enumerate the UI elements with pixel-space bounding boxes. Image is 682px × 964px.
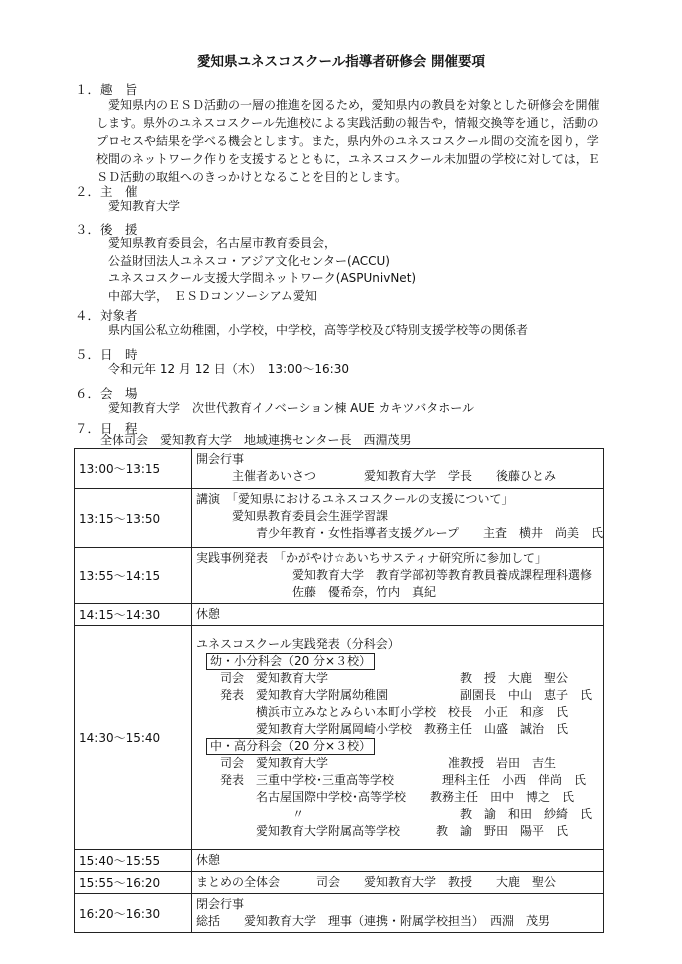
schedule-mc <box>100 431 412 449</box>
purpose-line: 校間のネットワーク作りを支援するとともに，ユネスコスクール未加盟の学校に対しては，Ｅ <box>96 152 600 166</box>
time-cell: 13:15～13:50 <box>75 489 192 548</box>
support-line: 中部大学， ＥＳＤコンソーシアム愛知 <box>108 288 317 303</box>
content-line: 司会 愛知教育大学 教 授 大鹿 聖公 <box>195 671 568 685</box>
content-line: 愛知県教育委員会生涯学習課 <box>195 509 388 523</box>
elem-group-box: 幼・小分科会（20 分×３校） <box>206 653 375 670</box>
schedule-mc-line: 全体司会 愛知教育大学 地域連携センター長 西淵茂男 <box>100 433 412 447</box>
content-cell <box>191 626 603 850</box>
time-cell: 13:00～13:15 <box>75 449 192 489</box>
purpose-line: プロセスや結果を学べる機会とします。また，県内外のユネスコスクール間の交流を図り，学 <box>96 134 599 148</box>
table-row <box>75 850 604 872</box>
breakout-group-label <box>196 653 603 670</box>
table-row <box>75 626 604 850</box>
content-line: 閉会行事 <box>195 897 244 911</box>
breakout-group-label <box>196 738 603 755</box>
section-heading-venue: ６．会 場 <box>75 386 138 401</box>
section-heading-datetime: ５．日 時 <box>75 347 138 362</box>
table-row <box>75 604 604 626</box>
support-list <box>108 235 416 305</box>
content-cell <box>191 850 603 872</box>
content-cell <box>191 894 603 933</box>
table-row <box>75 449 604 489</box>
section-heading-support: ３．後 援 <box>75 222 138 237</box>
content-line: 佐藤 優希奈，竹内 真紀 <box>195 585 436 599</box>
venue-text <box>108 399 474 417</box>
support-line: 愛知県教育委員会，名古屋市教育委員会， <box>108 236 337 250</box>
table-row <box>75 894 604 933</box>
content-line: 休憩 <box>195 853 220 867</box>
content-line: 名古屋国際中学校･高等学校 教務主任 田中 博之 氏 <box>195 790 574 804</box>
content-line: 愛知教育大学附属高等学校 教 諭 野田 陽平 氏 <box>195 824 568 838</box>
time-cell: 14:30～15:40 <box>75 626 192 850</box>
target-line: 県内国公私立幼稚園，小学校，中学校，高等学校及び特別支援学校等の関係者 <box>108 323 529 337</box>
page-title: 愛知県ユネスコスクール指導者研修会 開催要項 <box>197 54 485 70</box>
table-row <box>75 548 604 604</box>
content-line: 総括 愛知教育大学 理事（連携・附属学校担当） 西淵 茂男 <box>195 914 550 928</box>
purpose-line: します。県外のユネスコスクール先進校による実践活動の報告や，情報交換等を通じ，活動の <box>96 116 599 130</box>
section-heading-schedule: ７．日 程 <box>75 421 138 436</box>
schedule-table <box>74 448 604 933</box>
venue-line: 愛知教育大学 次世代教育イノベーション棟 AUE カキツバタホール <box>108 401 475 415</box>
time-cell: 14:15～14:30 <box>75 604 192 626</box>
section-heading-target: ４．対象者 <box>75 308 138 323</box>
breakout-intro: ユネスコスクール実践発表（分科会） <box>195 637 400 651</box>
content-line: 〃 教 諭 和田 紗綺 氏 <box>195 807 592 821</box>
content-line: 開会行事 <box>195 452 244 466</box>
organizer-line: 愛知教育大学 <box>108 199 181 213</box>
datetime-line: 令和元年 12 月 12 日（木） 13:00～16:30 <box>108 362 349 376</box>
content-line: 発表 三重中学校･三重高等学校 理科主任 小西 伴尚 氏 <box>195 773 586 787</box>
content-cell <box>191 489 603 548</box>
secondary-group-box: 中・高分科会（20 分×３校） <box>206 738 375 755</box>
purpose-text <box>96 96 600 186</box>
content-line: 主催者あいさつ 愛知教育大学 学長 後藤ひとみ <box>195 469 556 483</box>
section-heading-organizer: ２．主 催 <box>75 184 138 199</box>
content-line: 青少年教育・女性指導者支援グループ 主査 横井 尚美 氏 <box>195 526 603 540</box>
time-cell: 15:55～16:20 <box>75 872 192 894</box>
content-cell <box>191 548 603 604</box>
purpose-line: 愛知県内のＥＳＤ活動の一層の推進を図るため，愛知県内の教員を対象とした研修会を開催 <box>108 98 600 112</box>
section-heading-purpose: １．趣 旨 <box>75 82 138 97</box>
content-cell <box>191 872 603 894</box>
datetime-text <box>108 360 349 378</box>
organizer-text <box>108 197 180 215</box>
content-cell <box>191 604 603 626</box>
content-line: 横浜市立みなとみらい本町小学校 校長 小正 和彦 氏 <box>195 705 568 719</box>
time-cell: 13:55～14:15 <box>75 548 192 604</box>
content-line: まとめの全体会 司会 愛知教育大学 教授 大鹿 聖公 <box>195 875 556 889</box>
content-line: 休憩 <box>195 607 220 621</box>
content-line: 愛知教育大学 教育学部初等教育教員養成課程理科選修 <box>195 568 592 582</box>
content-line: 講演 「愛知県におけるユネスコスクールの支援について」 <box>195 492 514 506</box>
time-cell: 16:20～16:30 <box>75 894 192 933</box>
support-line: 公益財団法人ユネスコ・アジア文化センター(ACCU) <box>108 253 390 268</box>
content-cell <box>191 449 603 489</box>
table-row <box>75 489 604 548</box>
support-line: ユネスコスクール支援大学間ネットワーク(ASPUnivNet) <box>108 271 417 285</box>
purpose-line: ＳＤ活動の取組へのきっかけとなることを目的とします。 <box>96 170 408 184</box>
content-line: 愛知教育大学附属岡崎小学校 教務主任 山盛 誠治 氏 <box>195 722 568 736</box>
content-line: 実践事例発表 「かがやけ☆あいちサスティナ研究所に参加して」 <box>195 551 548 565</box>
target-text <box>108 321 528 339</box>
table-row <box>75 872 604 894</box>
time-cell: 15:40～15:55 <box>75 850 192 872</box>
content-line: 司会 愛知教育大学 准教授 岩田 吉生 <box>195 756 556 770</box>
content-line: 発表 愛知教育大学附属幼稚園 副園長 中山 恵子 氏 <box>195 688 592 702</box>
